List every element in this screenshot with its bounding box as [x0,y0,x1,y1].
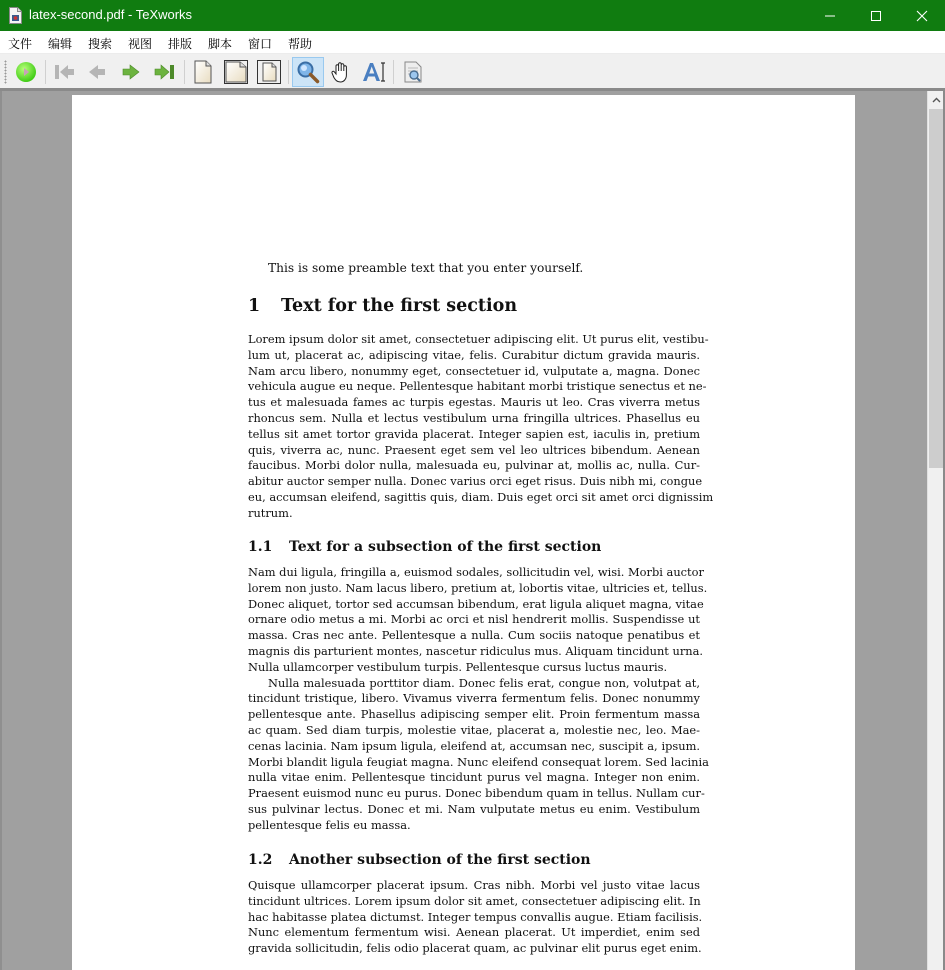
find-button[interactable] [398,58,428,86]
subsection-paragraph [248,565,709,834]
text-line: pellentesque felis eu massa. [248,817,411,832]
fit-width-button[interactable] [221,58,251,86]
text-line: Lorem ipsum dolor sit amet, consectetuer adipiscing elit. Ut purus elit, vestibu- [248,332,709,346]
text-line: faucibus. Morbi dolor nulla, malesuada eu, pulvinar at, mollis ac, nulla. Cur- [248,458,700,473]
last-page-button[interactable] [150,58,180,86]
toolbar-separator [45,60,46,84]
magnifier-icon [296,60,320,84]
next-page-button[interactable] [116,58,146,86]
text-select-icon [361,60,387,84]
next-page-icon [120,62,142,82]
hand-icon [329,60,353,84]
text-line: abitur auctor semper nulla. Donec varius orci eget risus. Duis nibh mi, congue [248,474,703,489]
scroll-tool-button[interactable] [326,58,356,86]
toolbar-separator [393,60,394,84]
chevron-up-icon [932,97,941,103]
text-line: tus et malesuada fames ac turpis egestas. Mauris ut leo. Cras viverra metus [248,395,700,410]
menu-search[interactable]: 搜索 [88,37,113,51]
text-line: massa. Cras nec ante. Pellentesque a nulla. Cum sociis natoque penatibus et [248,628,700,643]
actual-size-button[interactable] [188,58,218,86]
text-line: Nulla malesuada porttitor diam. Donec felis erat, congue non, volutpat at, [268,675,700,690]
text-line: vehicula augue eu neque. Pellentesque habitant morbi tristique senectus et ne- [248,379,707,394]
text-line: hac habitasse platea dictumst. Integer tempus convallis augue. Etiam facilisis. [248,909,703,924]
last-page-icon [154,62,176,82]
preamble-text: This is some preamble text that you enter yourself. [268,261,584,275]
maximize-icon [870,10,882,22]
subsection-title: Text for a subsection of the first section [289,539,602,555]
select-text-tool-button[interactable] [359,58,389,86]
minimize-icon [824,10,836,22]
subsection-paragraph [248,878,703,957]
text-line: rhoncus sem. Nulla et lectus vestibulum urna fringilla ultrices. Phasellus eu [248,410,700,425]
text-line: nulla vitae enim. Pellentesque tincidunt purus vel magna. Integer non enim. [248,770,700,785]
menu-view[interactable]: 视图 [128,37,153,51]
previous-page-button[interactable] [82,58,112,86]
text-line: cenas lacinia. Nam ipsum ligula, eleifend at, accumsan nec, suscipit a, ipsum. [248,738,700,753]
toolbar-grip[interactable] [4,60,7,84]
text-line: tincidunt tristique, libero. Vivamus viverra fermentum felis. Donec nonummy [248,691,700,706]
close-icon [916,10,928,22]
menu-typeset[interactable]: 排版 [168,37,193,51]
maximize-button[interactable] [853,0,899,31]
text-line: sus pulvinar lectus. Donec et mi. Nam vulputate metus eu enim. Vestibulum [248,801,700,816]
typeset-button[interactable] [11,58,41,86]
text-line: Morbi blandit ligula feugiat magna. Nunc eleifend consequat lorem. Sed lacinia [248,754,709,769]
magnify-tool-button[interactable] [292,57,324,87]
text-line: magnis dis parturient montes, nascetur ridiculus mus. Aliquam tincidunt urna. [248,643,704,658]
text-line: Nam dui ligula, fringilla a, euismod sodales, sollicitudin vel, wisi. Morbi auctor [248,565,704,579]
minimize-button[interactable] [807,0,853,31]
menu-bar [0,31,945,54]
title-bar [0,0,945,31]
section-number: 1 [248,296,261,316]
text-line: tellus sit amet tortor gravida placerat. Integer sapien est, iaculis in, pretium [248,426,700,441]
previous-page-icon [86,62,108,82]
text-line: tincidunt ultrices. Lorem ipsum dolor sit amet, consectetuer adipiscing elit. In [248,893,701,908]
text-line: quis, viverra ac, nunc. Praesent eget sem vel leo ultrices bibendum. Aenean [248,442,700,457]
toolbar [0,54,945,91]
close-button[interactable] [899,0,945,31]
text-line: pellentesque ante. Phasellus adipiscing semper elit. Proin fermentum massa [248,707,700,722]
subsection-number: 1.1 [248,539,273,555]
menu-help[interactable]: 帮助 [288,37,313,51]
actual-size-icon [193,60,213,84]
play-icon [15,61,37,83]
first-page-icon [53,62,75,82]
text-line: Donec aliquet, tortor sed accumsan bibendum, erat ligula aliquet magna, vitae [248,596,704,611]
menu-window[interactable]: 窗口 [248,37,273,51]
text-line: ac quam. Sed diam turpis, molestie vitae, placerat a, molestie nec, leo. Mae- [248,722,700,737]
section-paragraph [248,332,714,522]
text-line: rutrum. [248,505,293,520]
pdf-page[interactable] [72,95,855,970]
text-line: Nam arcu libero, nonummy eget, consectetuer id, vulputate a, magna. Donec [248,363,700,378]
fit-window-button[interactable] [254,58,284,86]
menu-scripts[interactable]: 脚本 [208,37,233,51]
subsection-heading [248,539,601,555]
menu-edit[interactable]: 编辑 [48,37,73,51]
text-line: lorem non justo. Nam lacus libero, pretium at, lobortis vitae, ultricies et, tellus. [248,580,708,595]
text-line: Nunc elementum fermentum wisi. Aenean placerat. Ut imperdiet, enim sed [248,925,700,940]
fit-window-icon [257,60,281,84]
text-line: ornare odio metus a mi. Morbi ac orci et nisl hendrerit mollis. Suspendisse ut [248,612,700,627]
toolbar-separator [288,60,289,84]
text-line: gravida sollicitudin, felis odio placerat quam, ac pulvinar elit purus eget enim. [248,941,702,956]
subsection-title: Another subsection of the first section [289,852,591,868]
text-line: lum ut, placerat ac, adipiscing vitae, felis. Curabitur dictum gravida mauris. [248,347,700,362]
section-heading [248,296,517,316]
text-line: Quisque ullamcorper placerat ipsum. Cras nibh. Morbi vel justo vitae lacus [248,878,700,892]
document-search-icon [402,60,424,84]
text-line: Nulla ullamcorper vestibulum turpis. Pellentesque cursus luctus mauris. [248,659,668,674]
menu-file[interactable]: 文件 [8,37,33,51]
text-line: Praesent euismod nunc eu purus. Donec bibendum quam in tellus. Nullam cur- [248,786,705,801]
fit-width-icon [224,60,248,84]
section-title: Text for the first section [281,296,518,316]
first-page-button[interactable] [49,58,79,86]
text-line: eu, accumsan eleifend, sagittis quis, diam. Duis eget orci sit amet orci dignissim [248,489,714,504]
subsection-number: 1.2 [248,852,273,868]
toolbar-separator [184,60,185,84]
window-title: latex-second.pdf - TeXworks [29,7,193,22]
subsection-heading [248,852,591,868]
scrollbar-thumb[interactable] [929,109,944,468]
pdf-file-icon [9,7,22,24]
